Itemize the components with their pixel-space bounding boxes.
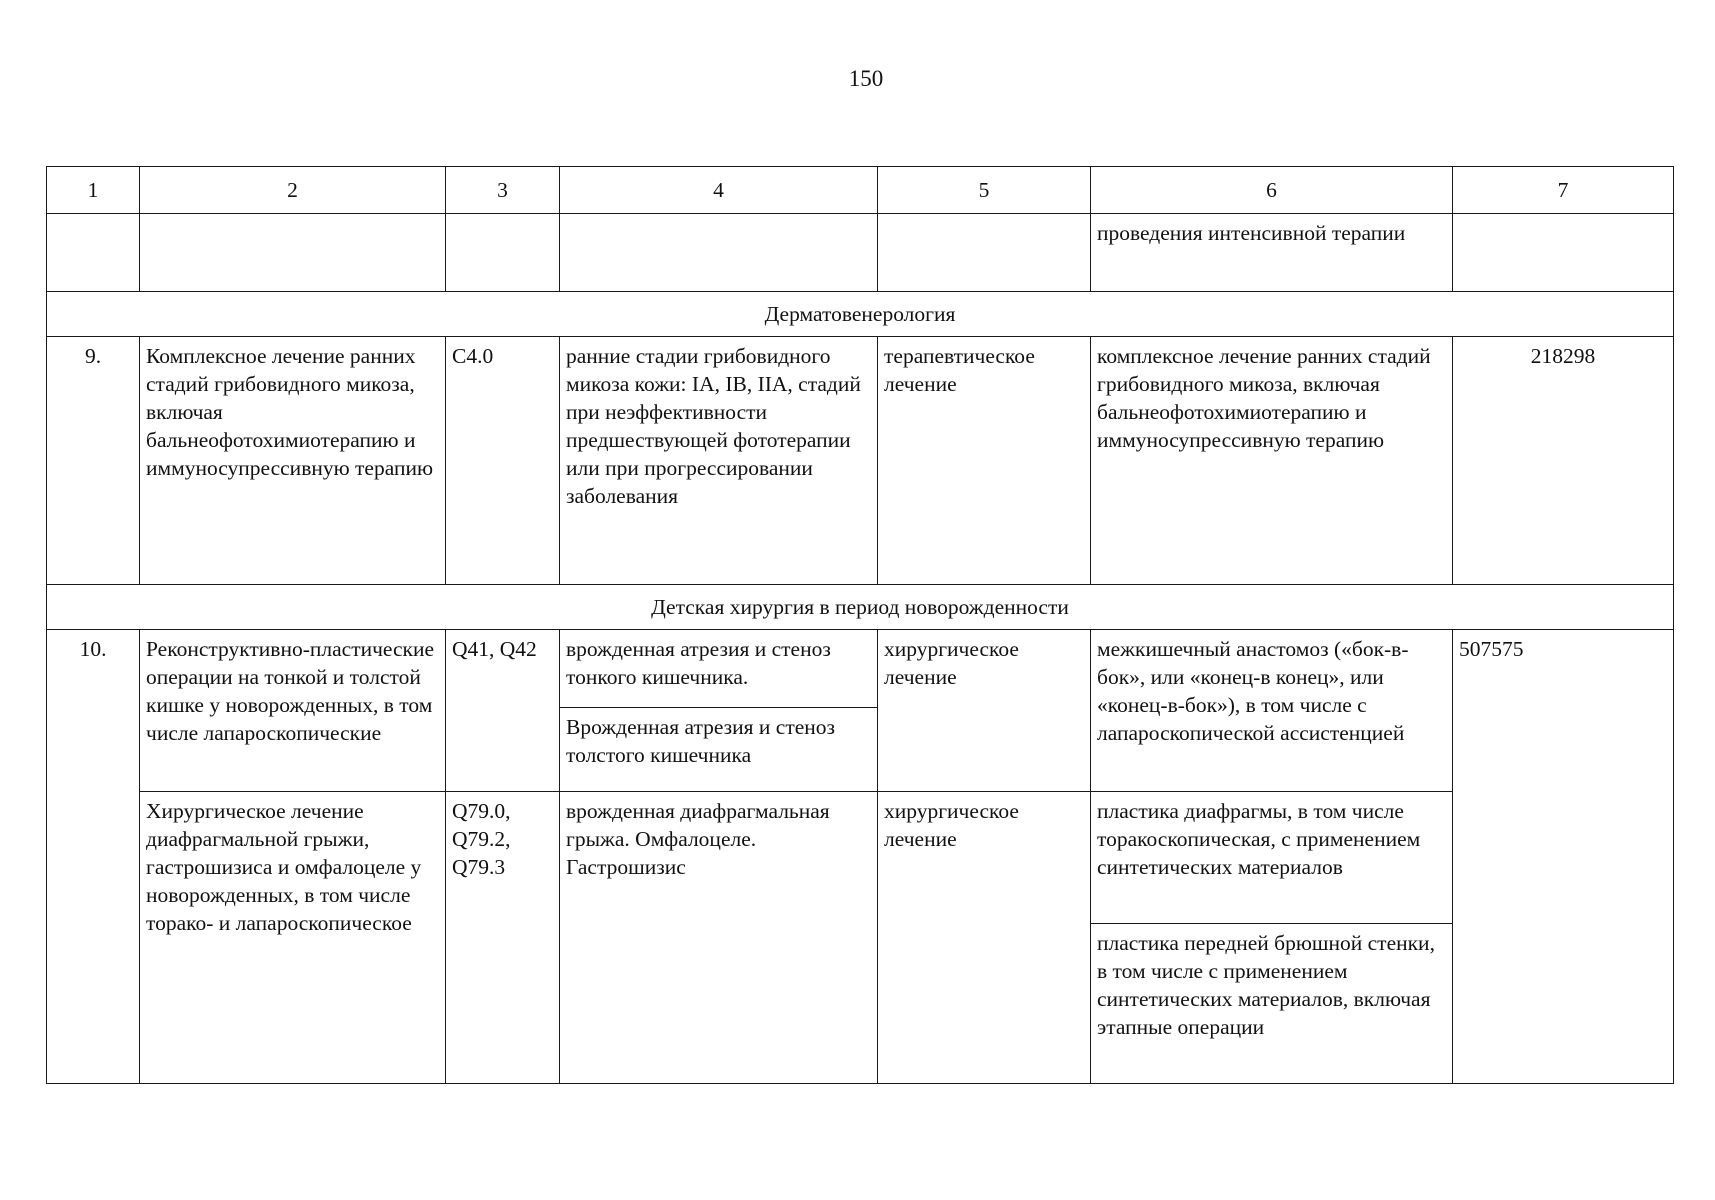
treatment-method: комплексное лечение ранних стадий грибовидного микоза, включая бальнеофотохимиотерапию и иммуносупрессивную терапию [1091,337,1453,585]
service-name: Хирургическое лечение диафрагмальной грыжи, гастрошизиса и омфалоцеле у новорожденных, в том числе торако- и лапароскопическое [140,792,446,1084]
diagnosis-code: Q79.0, Q79.2, Q79.3 [446,792,560,1084]
patient-model: ранние стадии грибовидного микоза кожи: IA, IB, IIA, стадий при неэффективности предшествующей фототерапии или при прогрессировании заболевания [560,337,878,585]
patient-model: врожденная диафрагмальная грыжа. Омфалоцеле. Гастрошизис [560,792,878,1084]
continuation-method-cell: проведения интенсивной терапии [1091,214,1453,292]
treatment-type: хирургическое лечение [878,630,1091,792]
continuation-row [47,214,1674,292]
empty-cell [560,214,878,292]
treatment-method: пластика диафрагмы, в том числе торакоскопическая, с применением синтетических материалов [1091,792,1453,924]
services-table [46,166,1674,1084]
header-cell: 5 [878,167,1091,214]
header-cell: 2 [140,167,446,214]
patient-model: Врожденная атрезия и стеноз толстого кишечника [560,708,878,792]
row-number: 9. [47,337,140,585]
empty-cell [446,214,560,292]
empty-cell [1453,214,1674,292]
table-row-9 [47,337,1674,585]
section-row [47,292,1674,337]
empty-cell [878,214,1091,292]
header-cell: 6 [1091,167,1453,214]
treatment-type: хирургическое лечение [878,792,1091,1084]
table-header-row [47,167,1674,214]
header-cell: 4 [560,167,878,214]
header-cell: 3 [446,167,560,214]
header-cell: 7 [1453,167,1674,214]
patient-model: врожденная атрезия и стеноз тонкого кишечника. [560,630,878,708]
table-row-10a-1 [47,630,1674,708]
treatment-method: межкишечный анастомоз («бок-в-бок», или «конец-в конец», или «конец-в-бок»), в том числе с лапароскопической ассистенцией [1091,630,1453,792]
treatment-method: пластика передней брюшной стенки, в том числе с применением синтетических материалов, включая этапные операции [1091,924,1453,1084]
diagnosis-code: C4.0 [446,337,560,585]
header-cell: 1 [47,167,140,214]
page-number: 150 [848,66,884,91]
cost-value: 218298 [1453,337,1674,585]
empty-cell [140,214,446,292]
treatment-type: терапевтическое лечение [878,337,1091,585]
section-title-dermatology: Дерматовенерология [47,292,1674,337]
row-number: 10. [47,630,140,1084]
table-row-10b-1 [47,792,1674,924]
section-row [47,585,1674,630]
cost-value: 507575 [1453,630,1674,1084]
service-name: Реконструктивно-пластические операции на тонкой и толстой кишке у новорожденных, в том числе лапароскопические [140,630,446,792]
empty-cell [47,214,140,292]
section-title-pediatric-surgery: Детская хирургия в период новорожденности [47,585,1674,630]
service-name: Комплексное лечение ранних стадий грибовидного микоза, включая бальнеофотохимиотерапию и иммуносупрессивную терапию [140,337,446,585]
diagnosis-code: Q41, Q42 [446,630,560,792]
